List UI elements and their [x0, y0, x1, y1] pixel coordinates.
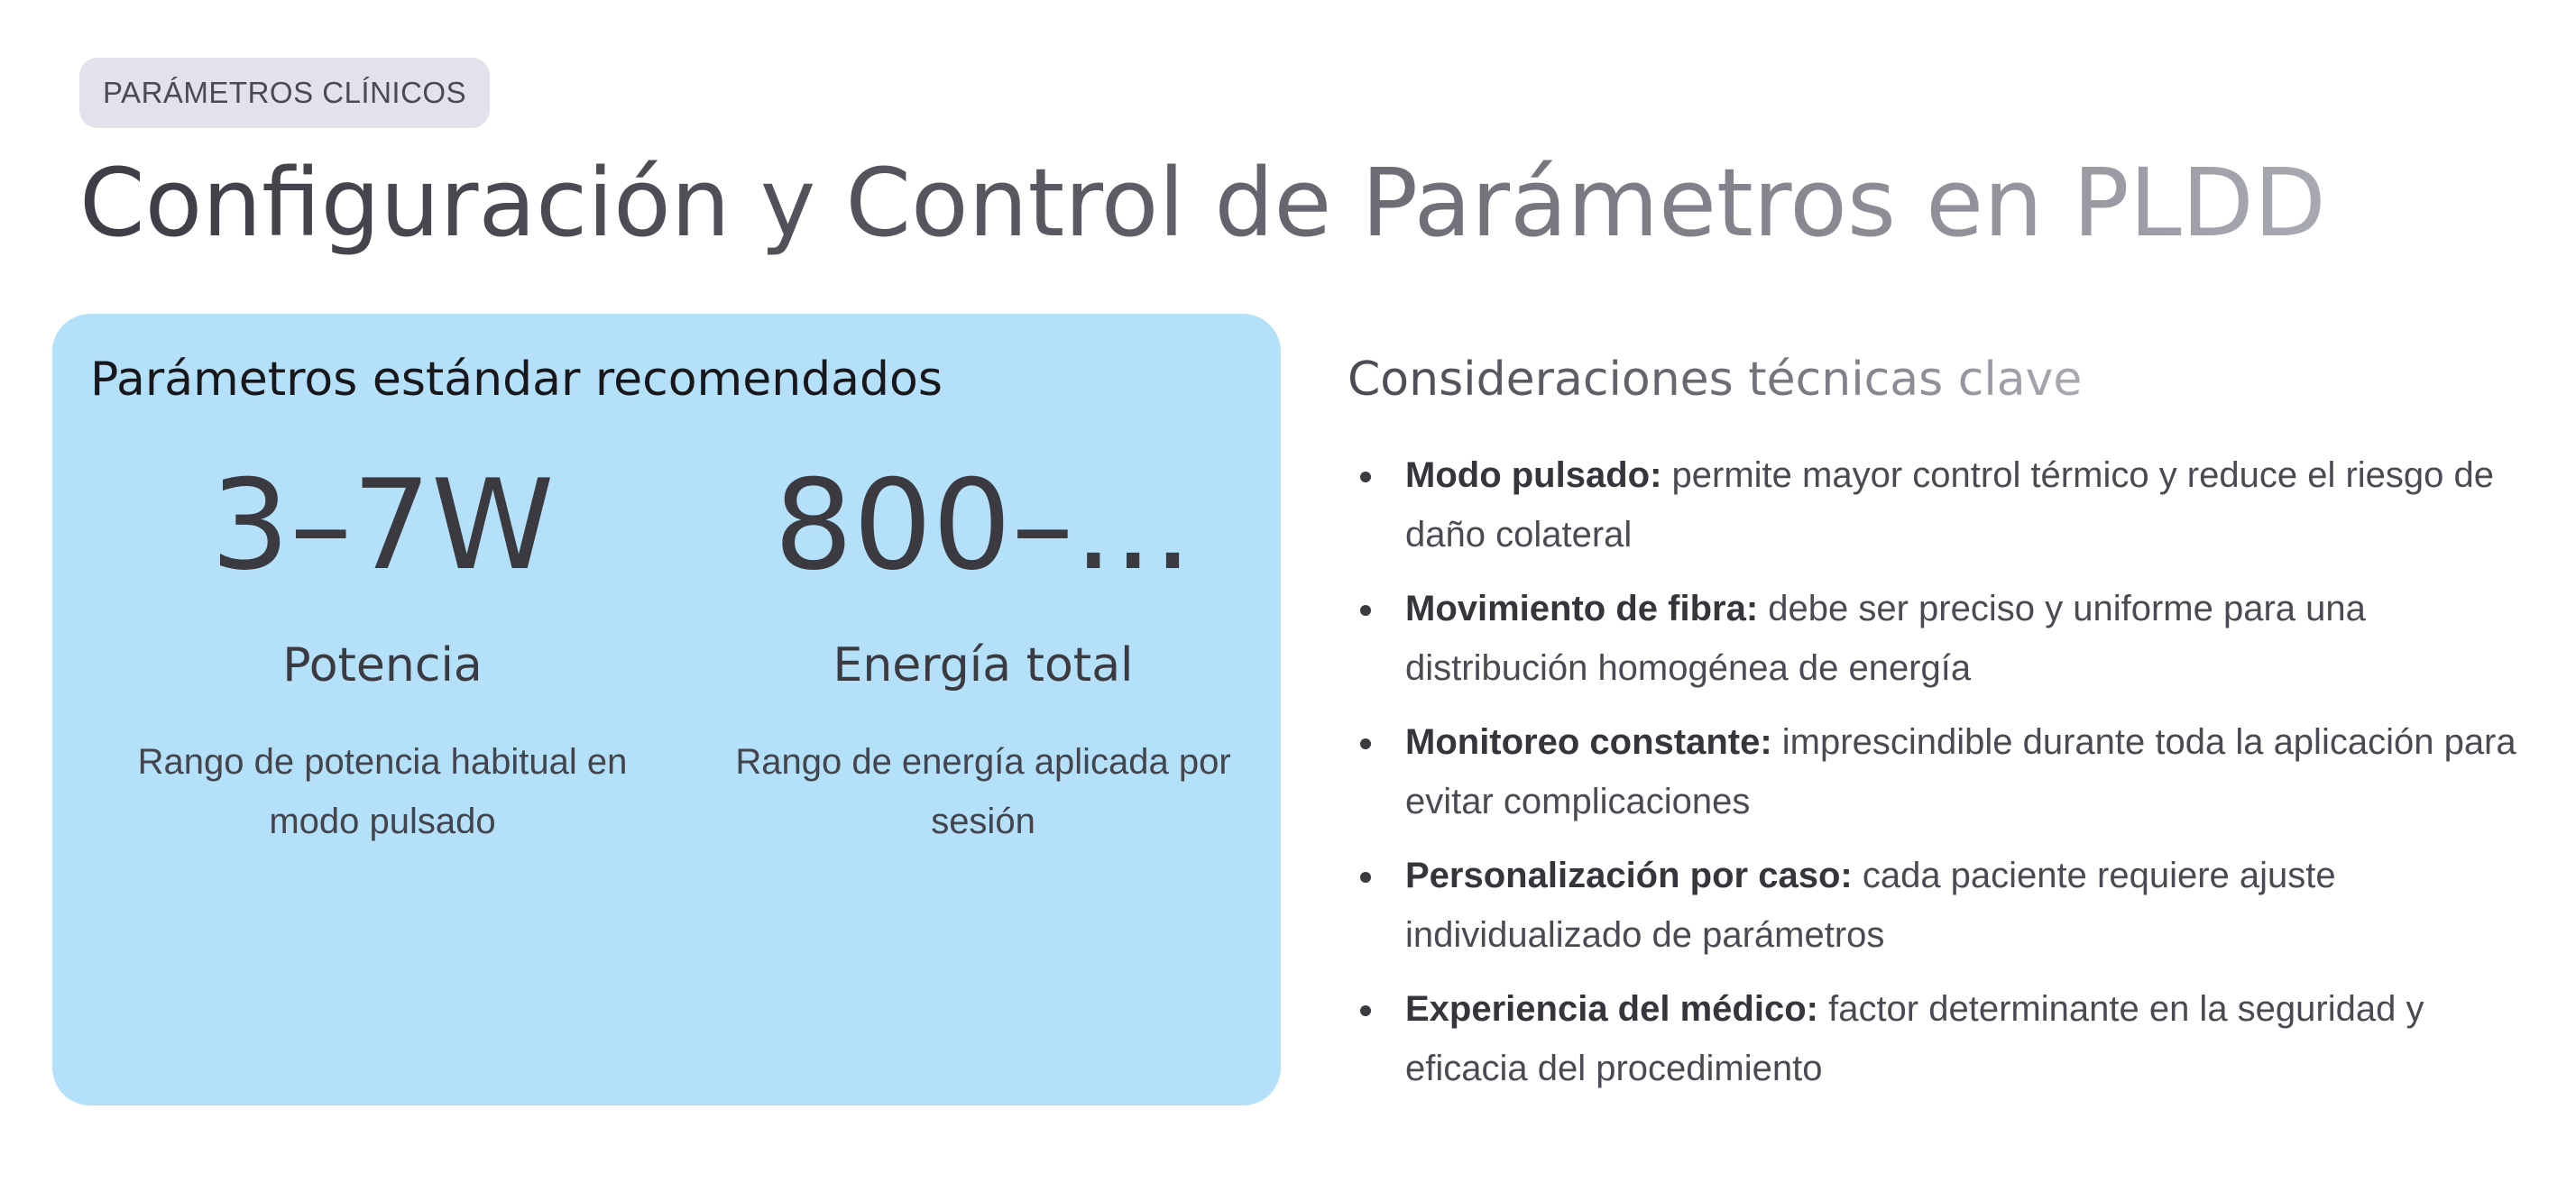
section-tag: PARÁMETROS CLÍNICOS [79, 58, 490, 128]
metric-value: 3–7W [210, 453, 555, 598]
bullet-icon [1360, 738, 1371, 749]
bullet-icon [1360, 872, 1371, 883]
list-item [1348, 579, 2547, 698]
list-item [1348, 979, 2547, 1098]
bullet-icon [1360, 1005, 1371, 1016]
item-text: debe ser preciso y uniforme para una distribución homogénea de energía [1405, 589, 2366, 688]
item-term: Experiencia del médico: [1405, 989, 1818, 1029]
item-term: Movimiento de fibra: [1405, 589, 1759, 628]
list-item [1348, 712, 2547, 831]
metric-label: Energía total [833, 638, 1134, 692]
item-text: cada paciente requiere ajuste individualizado de parámetros [1405, 856, 2336, 955]
item-term: Modo pulsado: [1405, 455, 1662, 495]
item-term: Monitoreo constante: [1405, 722, 1772, 762]
card-title: Parámetros estándar recomendados [90, 353, 943, 407]
list-item [1348, 846, 2547, 965]
bullet-icon [1360, 472, 1371, 482]
page-title: Configuración y Control de Parámetros en PLDD [79, 135, 2326, 270]
item-term: Personalización por caso: [1405, 856, 1853, 895]
metric-label: Potencia [282, 638, 483, 692]
item-text: factor determinante en la seguridad y eficacia del procedimiento [1405, 989, 2424, 1088]
metric-value: 800–... [774, 453, 1192, 598]
metric-description: Rango de potencia habitual en modo pulsado [137, 742, 628, 841]
metric-description: Rango de energía aplicada por sesión [735, 742, 1231, 841]
item-text: imprescindible durante toda la aplicación para evitar complicaciones [1405, 722, 2516, 821]
bullet-icon [1360, 605, 1371, 616]
list-item [1348, 445, 2547, 564]
metric-total-energy [695, 449, 1272, 851]
considerations-list [1348, 445, 2547, 1113]
considerations-title: Consideraciones técnicas clave [1348, 348, 2082, 411]
recommended-parameters-card [52, 314, 1281, 1105]
item-text: permite mayor control térmico y reduce el riesgo de daño colateral [1405, 455, 2495, 555]
metric-power [94, 449, 671, 851]
